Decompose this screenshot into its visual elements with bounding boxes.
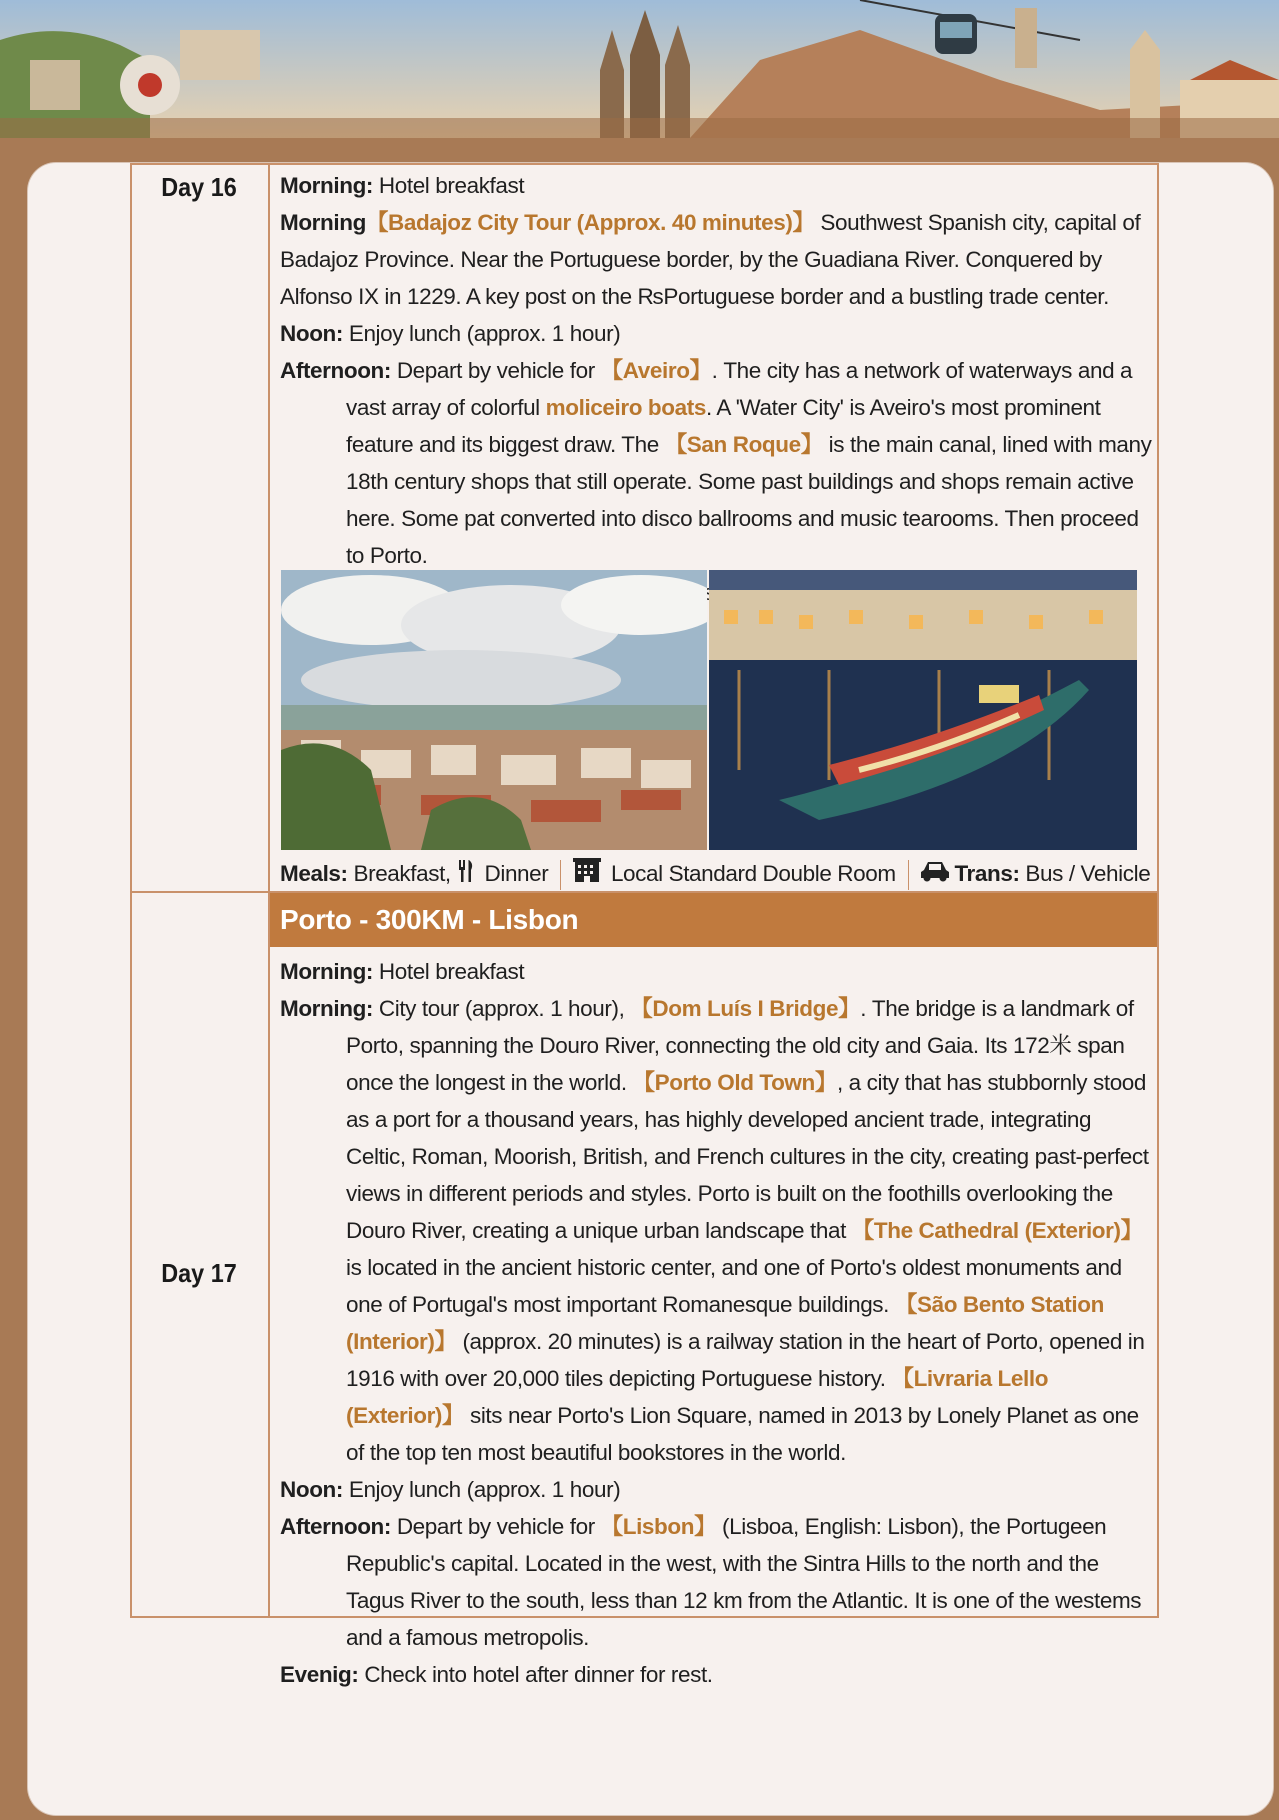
day-17-lunch: Noon: Enjoy lunch (approx. 1 hour) [280, 1477, 621, 1502]
header-banner [0, 0, 1279, 138]
day-16-photos [281, 570, 1137, 850]
transport-info: Trans: Bus / Vehicle [920, 857, 1150, 892]
hotel-icon [573, 858, 601, 892]
day-16-content [280, 167, 1152, 611]
car-icon [920, 858, 950, 892]
day-17-label: Day 17 [161, 1258, 237, 1288]
day-16-info-row [280, 857, 1152, 891]
town-panorama-photo [281, 570, 707, 850]
day-17-content [280, 953, 1152, 1693]
day-16-label: Day 16 [161, 172, 237, 202]
info-separator [560, 860, 561, 890]
cutlery-icon [457, 858, 475, 892]
hotel-info: Local Standard Double Room [573, 857, 896, 892]
day-17-breakfast: Morning: Hotel breakfast [280, 959, 525, 984]
day-16-lunch: Noon: Enjoy lunch (approx. 1 hour) [280, 321, 621, 346]
meals-info: Meals: Breakfast, Dinner [280, 857, 548, 892]
aveiro-canal-photo [709, 570, 1137, 850]
day-17-city-tour: Morning: City tour (approx. 1 hour), 【Dom Luís I Bridge】. The bridge is a landmark of Porto, spanning the Douro River, connecting the old city and Gaia. Its 172米 span once the longest in the world. 【Porto Old Town】, a city that has stubbornly stood as a port for a thousand years, has highly developed ancient trade, integrating Celtic, Roman, Moorish, British, and French cultures in the city, creating past-perfect views in different periods and styles. Porto is built on the foothills overlooking the Douro River, creating a unique urban landscape that 【The Cathedral (Exterior)】 is located in the ancient historic center, and one of Porto's oldest monuments and one of Portugal's most important Romanesque buildings. 【São Bento Station (Interior)】 (approx. 20 minutes) is a railway station in the heart of Porto, opened in 1916 with over 20,000 tiles depicting Portuguese history. 【Livraria Lello (Exterior)】 sits near Porto's Lion Square, named in 2013 by Lonely Planet as one of the top ten most beautiful bookstores in the world. [280, 996, 1149, 1465]
day-17-evening: Evenig: Check into hotel after dinner for rest. [280, 1662, 713, 1687]
day-16-city-tour: Morning【Badajoz City Tour (Approx. 40 minutes)】 Southwest Spanish city, capital of Badajoz Province. Near the Portuguese border, by the Guadiana River. Conquered by Alfonso IX in 1229. A key post on the ₨Portuguese border and a bustling trade center. [280, 210, 1141, 309]
info-separator [908, 860, 909, 890]
day-16-afternoon: Afternoon: Depart by vehicle for 【Aveiro】. The city has a network of waterways and a vast array of colorful moliceiro boats. A 'Water City' is Aveiro's most prominent feature and its biggest draw. The 【San Roque】 is the main canal, lined with many 18th century shops that still operate. Some past buildings and shops remain active here. Some pat converted into disco ballrooms and music tearooms. Then proceed to Porto. [280, 358, 1152, 568]
day-16-breakfast: Morning: Hotel breakfast [280, 173, 525, 198]
day-17-route-title: Porto - 300KM - Lisbon [270, 893, 1157, 947]
day-17-afternoon: Afternoon: Depart by vehicle for 【Lisbon】 (Lisboa, English: Lisbon), the Portugeen Republic's capital. Located in the west, with the Sintra Hills to the north and the Tagus River to the south, less than 12 km from the Atlantic. It is one of the westems and a famous metropolis. [280, 1514, 1142, 1650]
